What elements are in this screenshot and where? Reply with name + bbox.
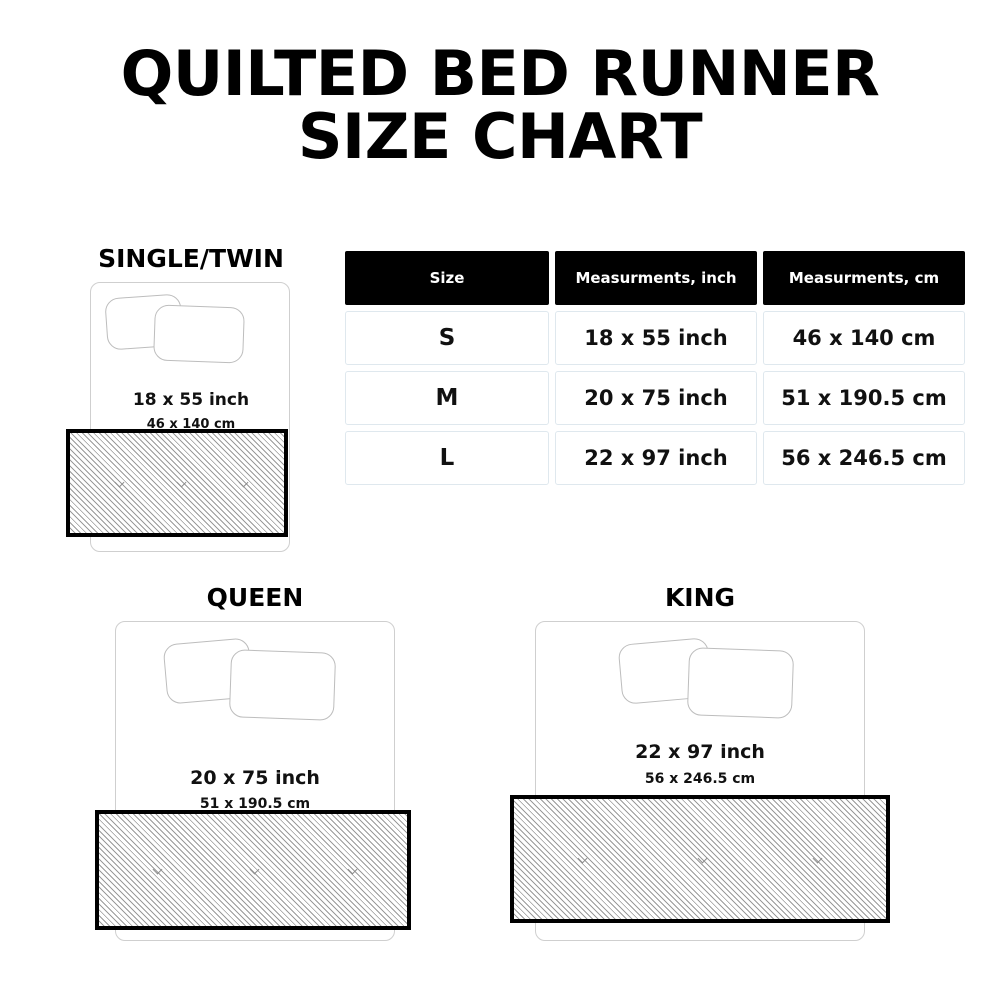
page-title: [0, 37, 1000, 174]
table-cell-inch: 22 x 97 inch: [555, 431, 757, 485]
table-row: [345, 311, 965, 365]
table-header-size: Size: [345, 251, 549, 305]
table-cell-cm: 46 x 140 cm: [763, 311, 965, 365]
stitch-mark: [813, 854, 823, 864]
pillow-right: [687, 647, 794, 719]
bed-label: SINGLE/TWIN: [98, 244, 284, 273]
table-header-row: [345, 251, 965, 305]
table-cell-size: L: [345, 431, 549, 485]
table-cell-inch: 18 x 55 inch: [555, 311, 757, 365]
stitch-mark: [177, 478, 187, 488]
table-header-inch: Measurments, inch: [555, 251, 757, 305]
size-table: [345, 251, 965, 491]
bed-diagram-single-twin: [60, 244, 322, 564]
pillow-right: [229, 649, 336, 721]
dimension-inch: 22 x 97 inch: [635, 741, 765, 763]
table-cell-size: M: [345, 371, 549, 425]
title-line-2: SIZE CHART: [297, 100, 703, 174]
table-row: [345, 371, 965, 425]
dimension-cm: 56 x 246.5 cm: [644, 771, 756, 787]
table-cell-inch: 20 x 75 inch: [555, 371, 757, 425]
pillow-right: [153, 304, 245, 363]
title-line-1: QUILTED BED RUNNER: [120, 37, 880, 110]
dimension-cm: 46 x 140 cm: [146, 417, 236, 432]
bed-runner: [510, 795, 890, 923]
table-cell-cm: 51 x 190.5 cm: [763, 371, 965, 425]
bed-label: KING: [664, 583, 736, 612]
stitch-mark: [239, 478, 249, 488]
stitch-mark: [698, 854, 708, 864]
bed-diagram-king: [510, 583, 890, 958]
table-cell-cm: 56 x 246.5 cm: [763, 431, 965, 485]
bed-diagram-queen: [85, 583, 425, 958]
bed-label: QUEEN: [206, 583, 304, 612]
table-header-cm: Measurments, cm: [763, 251, 965, 305]
dimension-cm: 51 x 190.5 cm: [199, 796, 311, 812]
stitch-mark: [348, 865, 358, 875]
stitch-mark: [250, 865, 260, 875]
bed-runner: [66, 429, 288, 537]
stitch-mark: [578, 854, 588, 864]
stitch-mark: [115, 478, 125, 488]
table-row: [345, 431, 965, 485]
bed-runner: [95, 810, 411, 930]
dimension-inch: 18 x 55 inch: [132, 390, 250, 410]
stitch-mark: [153, 865, 163, 875]
table-cell-size: S: [345, 311, 549, 365]
dimension-inch: 20 x 75 inch: [190, 767, 320, 789]
